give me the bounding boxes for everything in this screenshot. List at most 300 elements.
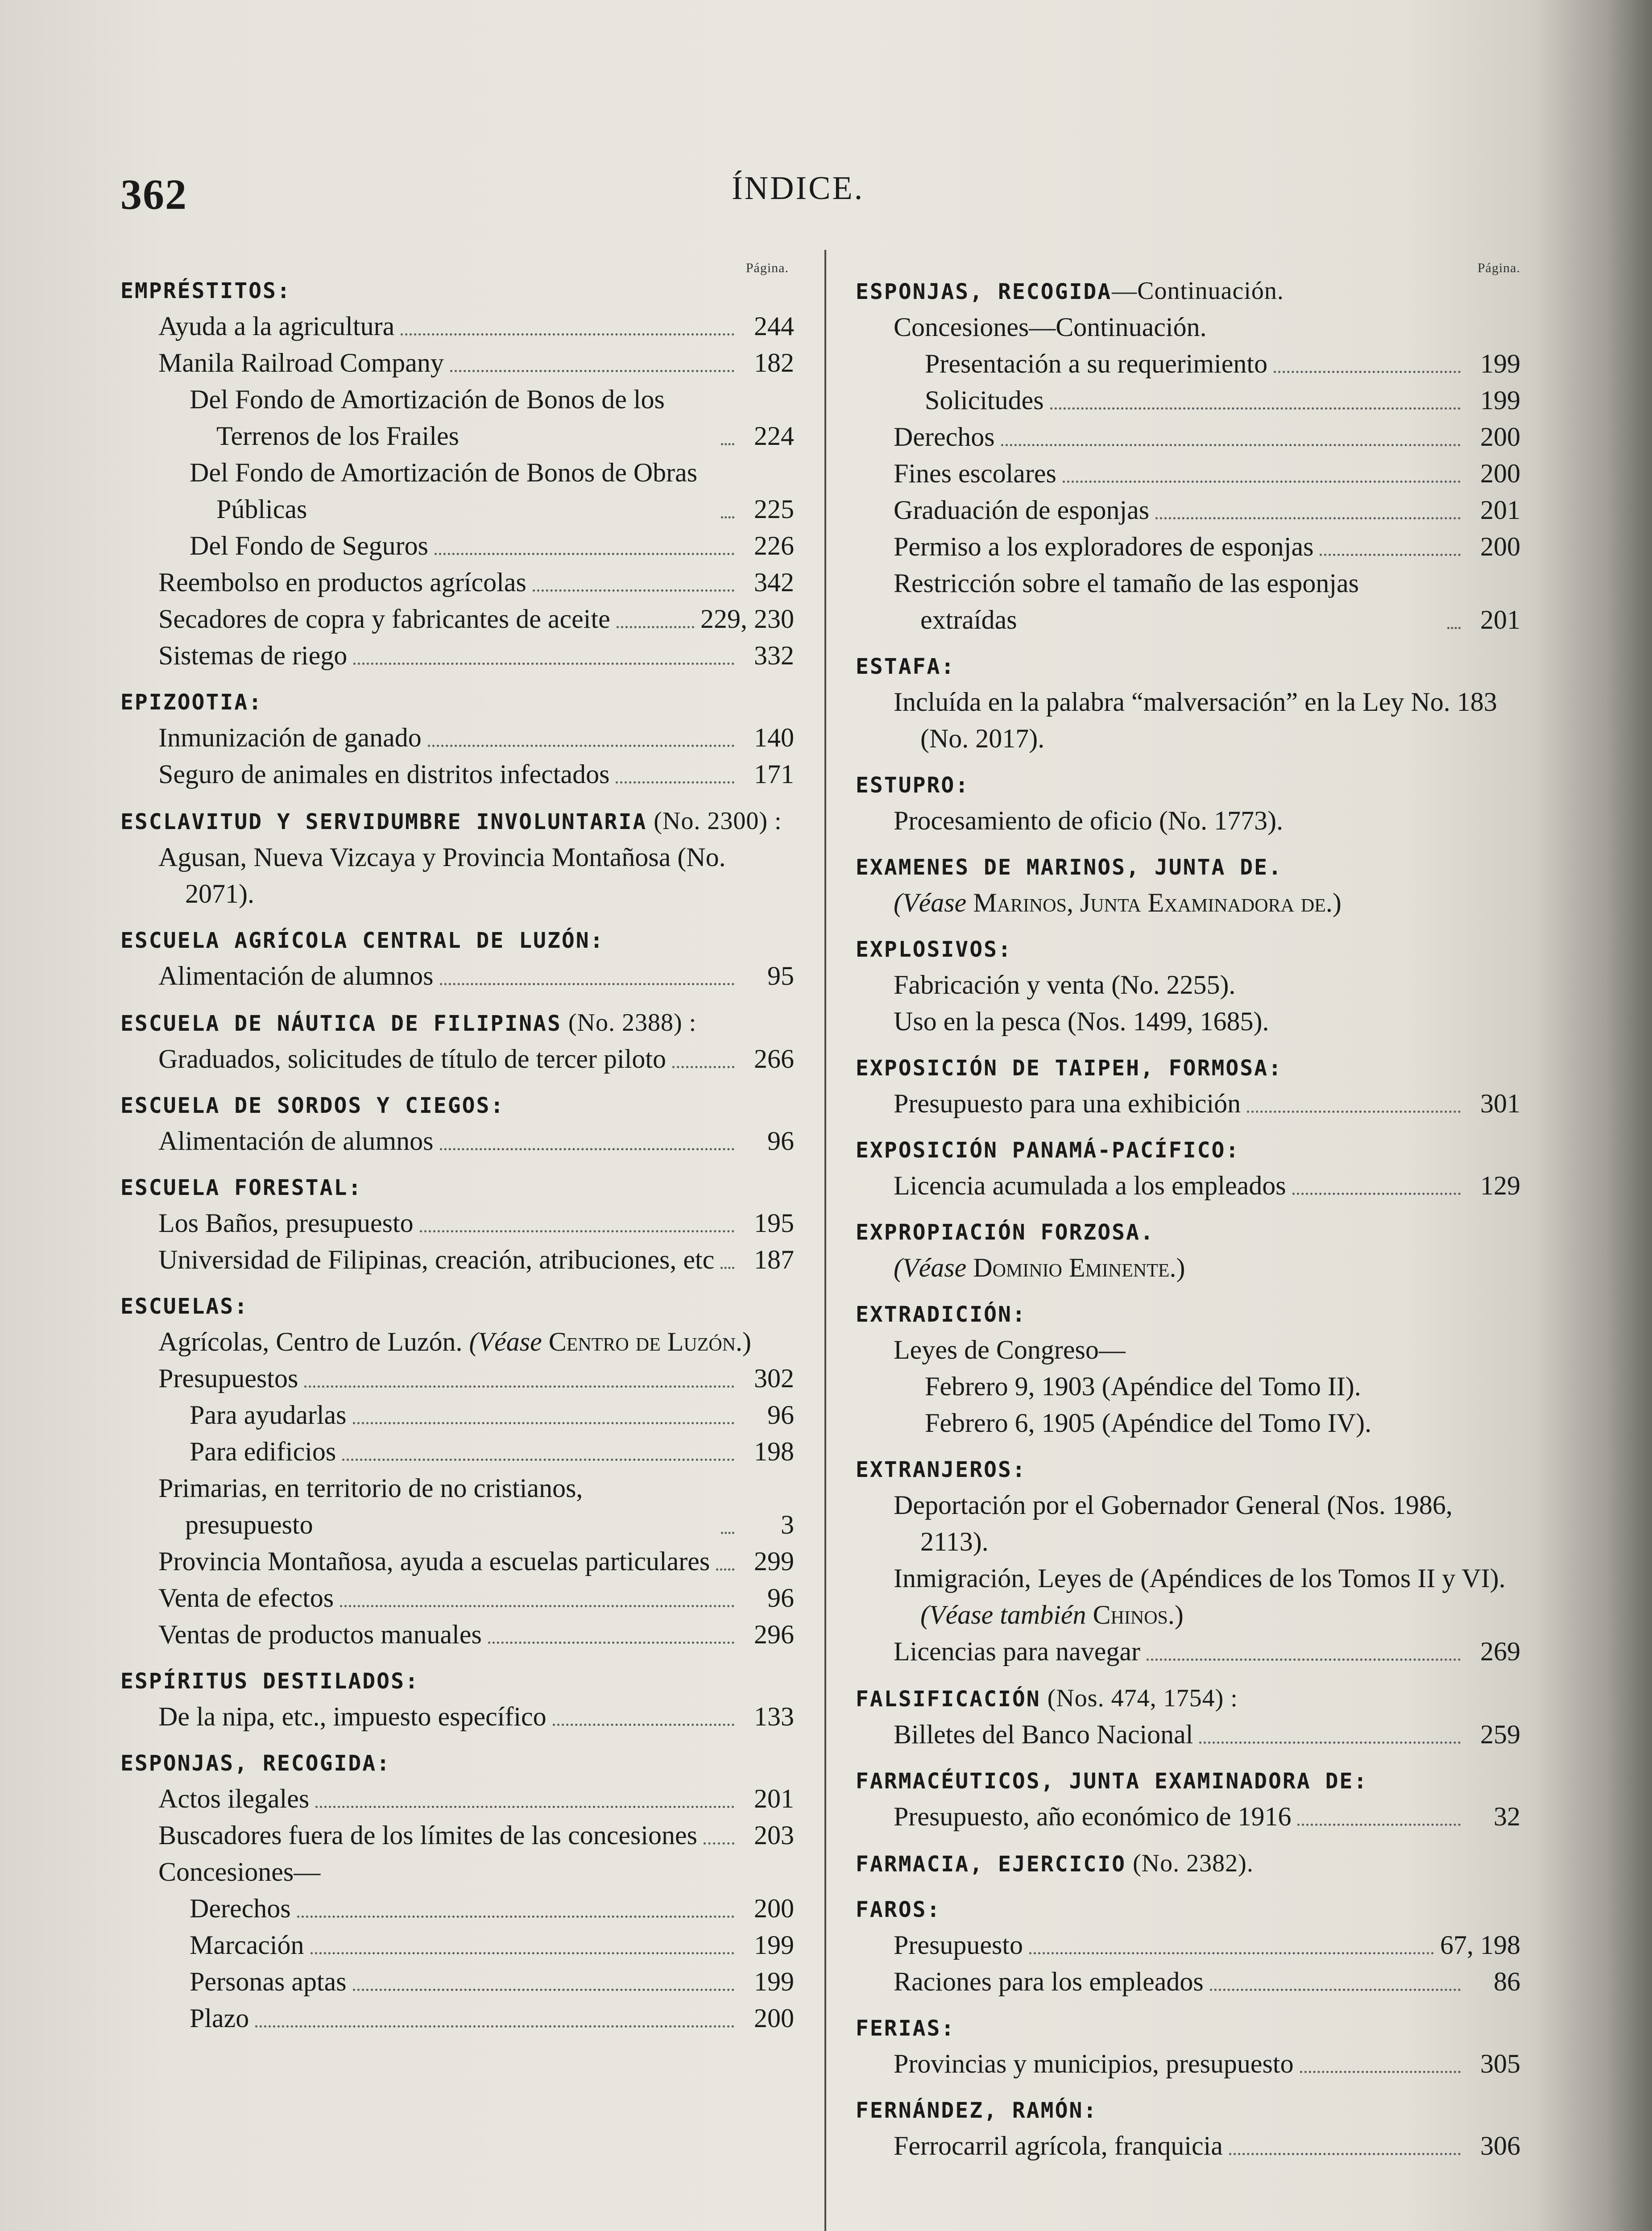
index-heading (856, 1681, 1520, 1716)
page-reference: 3 (781, 1510, 794, 1539)
index-entry (120, 308, 794, 344)
index-entry (856, 684, 1520, 757)
page-reference: 199 (754, 1967, 794, 1996)
entry-label: Para ayudarlas (190, 1400, 347, 1430)
index-entry (856, 1927, 1520, 1963)
entry-text (894, 1167, 1286, 1204)
page-reference: 129 (1480, 1171, 1520, 1200)
see-also-label: (Véase también (920, 1600, 1086, 1630)
entry-text (158, 1360, 298, 1397)
entry-label: Derechos (894, 422, 995, 452)
entry-text (190, 1890, 291, 1927)
heading-text: ESPONJAS, RECOGIDA (856, 279, 1112, 304)
entry-label: Febrero 6, 1905 (Apéndice del Tomo IV). (925, 1408, 1372, 1438)
entry-text (190, 381, 715, 454)
index-column-left (120, 250, 794, 2036)
see-also-reference: Marinos, Junta Examinadora de.) (973, 888, 1341, 917)
index-entry (120, 1470, 794, 1543)
index-heading (856, 1453, 1520, 1487)
index-entry (120, 1205, 794, 1241)
entry-text (158, 1470, 715, 1543)
dot-leader (721, 443, 734, 445)
index-entry (856, 1249, 1520, 1286)
index-entry (120, 1854, 794, 1890)
page-reference: 203 (754, 1820, 794, 1850)
entry-label: Fines escolares (894, 459, 1056, 488)
pagina-label: Página. (1477, 261, 1520, 275)
index-entries-left (120, 250, 794, 2036)
dot-leader (720, 1266, 734, 1269)
page-reference: 224 (754, 421, 794, 451)
page-reference: 201 (1480, 495, 1520, 525)
page-reference: 225 (754, 494, 794, 524)
dot-leader (440, 983, 734, 985)
heading-text: FERIAS: (856, 2016, 956, 2041)
entry-label: Personas aptas (190, 1967, 347, 1996)
dot-leader (1447, 626, 1461, 629)
heading-text: ESCLAVITUD Y SERVIDUMBRE INVOLUNTARIA (120, 809, 647, 834)
dot-leader (1292, 1192, 1461, 1195)
page-reference: 269 (1480, 1637, 1520, 1666)
entry-label: Febrero 9, 1903 (Apéndice del Tomo II). (925, 1372, 1361, 1401)
heading-text: FARMACIA, EJERCICIO (856, 1852, 1126, 1877)
dot-leader (353, 662, 734, 665)
index-heading (120, 1089, 794, 1123)
page-reference: 296 (754, 1620, 794, 1649)
heading-text: EXTRANJEROS: (856, 1457, 1027, 1482)
index-entry (120, 1698, 794, 1735)
page-reference: 86 (1494, 1967, 1520, 1996)
entry-label: Agrícolas, Centro de Luzón. (158, 1327, 463, 1356)
entry-label: De la nipa, etc., impuesto específico (158, 1702, 547, 1731)
dot-leader (553, 1723, 734, 1726)
heading-text: FAROS: (856, 1897, 941, 1922)
page-reference: 200 (1480, 422, 1520, 452)
heading-suffix: (No. 2388) : (561, 1009, 697, 1037)
entry-text (894, 687, 1497, 753)
entry-text (158, 842, 726, 908)
dot-leader (342, 1458, 734, 1461)
see-also-label: (Véase (469, 1327, 542, 1356)
index-entry (856, 455, 1520, 492)
page-reference: 199 (1480, 349, 1520, 378)
entry-label: Derechos (190, 1894, 291, 1923)
dot-leader (533, 589, 734, 592)
page-reference: 201 (754, 1784, 794, 1813)
dot-leader (297, 1915, 734, 1918)
entry-text (925, 1408, 1371, 1438)
index-entry (856, 1560, 1520, 1633)
entry-label: Graduación de esponjas (894, 495, 1150, 525)
index-entry (856, 2045, 1520, 2082)
dot-leader (435, 552, 734, 555)
entry-text (894, 1253, 1185, 1282)
entry-label: Presupuesto (894, 1930, 1023, 1960)
entry-text (894, 1085, 1241, 1122)
index-entry (856, 884, 1520, 921)
index-entry (120, 601, 794, 637)
entry-label: Sistemas de riego (158, 641, 348, 670)
index-heading (856, 1051, 1520, 1085)
entry-label: Billetes del Banco Nacional (894, 1720, 1193, 1749)
entry-text (894, 2045, 1294, 2082)
index-entry (856, 1085, 1520, 1122)
entry-text (158, 1698, 547, 1735)
index-heading (856, 1846, 1520, 1881)
index-entry (120, 1963, 794, 2000)
entry-text (894, 312, 1207, 342)
heading-text: ESCUELA FORESTAL: (120, 1175, 363, 1200)
entry-text (158, 601, 610, 637)
entry-label: Reembolso en productos agrícolas (158, 568, 526, 597)
index-entry (120, 958, 794, 994)
entry-text (894, 806, 1283, 835)
entry-label: Presupuesto, año económico de 1916 (894, 1802, 1292, 1831)
entry-text (925, 345, 1268, 382)
dot-leader (311, 1952, 734, 1954)
entry-label: Presupuesto para una exhibición (894, 1089, 1241, 1118)
see-also-label: (Véase (894, 1253, 967, 1282)
entry-text (158, 1543, 710, 1580)
page-reference: 96 (767, 1126, 794, 1156)
entry-label: Venta de efectos (158, 1583, 334, 1613)
index-entry (120, 719, 794, 756)
heading-text: ESCUELA DE SORDOS Y CIEGOS: (120, 1093, 505, 1118)
page-reference: 342 (754, 568, 794, 597)
index-entry (120, 1780, 794, 1817)
entry-label: Secadores de copra y fabricantes de aceite (158, 604, 610, 634)
index-entry (120, 1817, 794, 1854)
index-entry (856, 1798, 1520, 1835)
entry-text (894, 565, 1441, 638)
see-also-reference: Dominio Eminente.) (973, 1253, 1185, 1282)
entry-label: Agusan, Nueva Vizcaya y Provincia Montañosa (No. 2071). (158, 842, 726, 908)
index-heading (856, 2011, 1520, 2045)
entry-label: Ventas de productos manuales (158, 1620, 482, 1649)
entry-label: Del Fondo de Amortización de Bonos de los Terrenos de los Frailes (190, 385, 665, 451)
dot-leader (1300, 2070, 1461, 2073)
index-entry (120, 1041, 794, 1077)
entry-text (158, 564, 526, 601)
index-entry (120, 1616, 794, 1653)
dot-leader (315, 1805, 734, 1808)
dot-leader (304, 1385, 734, 1388)
entry-text (158, 1857, 320, 1887)
entry-text (894, 888, 1341, 917)
index-heading (856, 1133, 1520, 1167)
index-heading (856, 933, 1520, 966)
entry-text (894, 1335, 1126, 1364)
entry-text (894, 1007, 1269, 1036)
index-heading (856, 1893, 1520, 1927)
dot-leader (716, 1568, 734, 1571)
dot-leader (401, 333, 734, 336)
index-column-right (856, 250, 1520, 2164)
heading-text: EPIZOOTIA: (120, 690, 263, 715)
index-entry (856, 419, 1520, 455)
page-reference: 302 (754, 1364, 794, 1393)
entry-label: Ayuda a la agricultura (158, 311, 395, 341)
index-entries-right (856, 250, 1520, 2164)
index-entry (120, 564, 794, 601)
heading-text: FALSIFICACIÓN (856, 1687, 1041, 1712)
dot-leader (1155, 517, 1461, 519)
index-entry (120, 1397, 794, 1433)
index-heading (856, 274, 1520, 309)
entry-text (158, 719, 422, 756)
see-also-reference: Centro de Luzón.) (548, 1327, 752, 1356)
column-divider (824, 250, 826, 2231)
dot-leader (1247, 1110, 1461, 1113)
index-heading (120, 1006, 794, 1041)
dot-leader (1210, 1988, 1461, 1991)
page-reference: 32 (1494, 1802, 1520, 1831)
entry-label: Deportación por el Gobernador General (Nos. 1986, 2113). (894, 1490, 1453, 1556)
heading-text: EXTRADICIÓN: (856, 1302, 1027, 1327)
entry-label: Para edificios (190, 1437, 336, 1466)
dot-leader (340, 1605, 734, 1607)
index-entry (120, 1433, 794, 1470)
dot-leader (255, 2025, 734, 2028)
heading-suffix: (No. 2300) : (647, 807, 782, 835)
page-reference: 198 (754, 1437, 794, 1466)
entry-text (894, 1716, 1193, 1753)
entry-text (894, 1963, 1204, 2000)
heading-text: ESPÍRITUS DESTILADOS: (120, 1669, 419, 1694)
index-entry (856, 528, 1520, 565)
page-reference: 200 (1480, 532, 1520, 561)
entry-label: Manila Railroad Company (158, 348, 444, 377)
index-entry (120, 1241, 794, 1278)
page-reference: 140 (754, 723, 794, 752)
entry-label: Marcación (190, 1930, 304, 1960)
page-reference: 266 (754, 1044, 794, 1074)
page-reference: 187 (754, 1245, 794, 1274)
entry-text (158, 1580, 334, 1616)
dot-leader (704, 1842, 734, 1845)
page-reference: 299 (754, 1547, 794, 1576)
entry-text (894, 528, 1314, 565)
index-entry (120, 839, 794, 912)
index-heading (856, 1298, 1520, 1331)
page-reference: 95 (767, 961, 794, 991)
page-reference: 200 (1480, 459, 1520, 488)
index-entry (856, 1405, 1520, 1441)
heading-text: FERNÁNDEZ, RAMÓN: (856, 2098, 1098, 2123)
entry-text (894, 492, 1150, 528)
index-entry (856, 492, 1520, 528)
entry-text (158, 1817, 697, 1854)
heading-text: EXAMENES DE MARINOS, JUNTA DE. (856, 855, 1283, 880)
index-entry (120, 1360, 794, 1397)
entry-text (894, 419, 995, 455)
index-entry (120, 1543, 794, 1580)
entry-text (894, 1633, 1140, 1670)
dot-leader (1001, 444, 1461, 446)
entry-label: Leyes de Congreso— (894, 1335, 1126, 1364)
pagina-label: Página. (745, 261, 789, 275)
entry-label: Seguro de animales en distritos infectados (158, 759, 610, 789)
page-reference: 200 (754, 2003, 794, 2033)
dot-leader (488, 1641, 734, 1644)
dot-leader (1297, 1823, 1461, 1826)
heading-text: ESCUELAS: (120, 1294, 249, 1319)
index-entry (120, 1927, 794, 1963)
index-entry (856, 1167, 1520, 1204)
index-entry (856, 345, 1520, 382)
heading-suffix: (No. 2382). (1126, 1849, 1254, 1877)
entry-label: Restricción sobre el tamaño de las esponjas extraídas (894, 568, 1359, 634)
entry-text (190, 454, 715, 527)
index-entry (856, 802, 1520, 839)
entry-label: Permiso a los exploradores de esponjas (894, 532, 1314, 561)
entry-label: Fabricación y venta (No. 2255). (894, 970, 1236, 999)
page-reference: 259 (1480, 1720, 1520, 1749)
entry-text (894, 2127, 1223, 2164)
dot-leader (1063, 480, 1461, 483)
entry-label: Concesiones— (158, 1857, 321, 1887)
heading-text: ESCUELA DE NÁUTICA DE FILIPINAS (120, 1011, 562, 1036)
entry-text (158, 1327, 751, 1356)
heading-text: ESCUELA AGRÍCOLA CENTRAL DE LUZÓN: (120, 928, 604, 953)
entry-label: Licencias para navegar (894, 1637, 1140, 1666)
heading-text: ESPONJAS, RECOGIDA: (120, 1751, 391, 1776)
page-title: ÍNDICE. (732, 170, 865, 207)
index-heading (120, 1290, 794, 1323)
entry-label: Presupuestos (158, 1364, 298, 1393)
dot-leader (617, 626, 694, 628)
entry-label: Primarias, en territorio de no cristianos, presupuesto (158, 1473, 583, 1539)
entry-label: Alimentación de alumnos (158, 961, 434, 991)
index-entry (120, 381, 794, 454)
index-heading (856, 1764, 1520, 1798)
index-heading (120, 274, 794, 308)
index-entry (120, 1890, 794, 1927)
entry-label: Incluída en la palabra “malversación” en la Ley No. 183 (No. 2017). (894, 687, 1497, 753)
index-entry (120, 637, 794, 674)
heading-text: EXPOSICIÓN PANAMÁ-PACÍFICO: (856, 1138, 1240, 1163)
entry-text (925, 382, 1044, 419)
entry-label: Concesiones—Continuación. (894, 312, 1207, 342)
entry-text (158, 1780, 310, 1817)
index-entry (856, 1963, 1520, 2000)
index-entry (856, 1716, 1520, 1753)
entry-text (894, 1798, 1292, 1835)
dot-leader (672, 1066, 734, 1068)
running-head (120, 161, 1517, 223)
entry-text (190, 1433, 336, 1470)
page-reference: 199 (1480, 386, 1520, 415)
entry-label: Buscadores fuera de los límites de las concesiones (158, 1820, 697, 1850)
entry-label: Uso en la pesca (Nos. 1499, 1685). (894, 1007, 1269, 1036)
index-heading (856, 850, 1520, 884)
index-heading (856, 1215, 1520, 1249)
entry-text (158, 637, 348, 674)
page-reference: 182 (754, 348, 794, 377)
heading-text: ESTUPRO: (856, 773, 970, 798)
entry-label: Provincia Montañosa, ayuda a escuelas particulares (158, 1547, 710, 1576)
index-heading (120, 804, 794, 839)
dot-leader (450, 369, 734, 372)
index-entry (120, 527, 794, 564)
entry-label: Los Baños, presupuesto (158, 1208, 414, 1238)
index-entry (856, 1368, 1520, 1405)
index-entry (120, 2000, 794, 2036)
entry-text (158, 1241, 715, 1278)
page-reference: 171 (754, 759, 794, 789)
dot-leader (1274, 370, 1461, 373)
entry-text (158, 1616, 482, 1653)
dot-leader (1147, 1658, 1461, 1661)
index-entry (856, 1331, 1520, 1368)
index-entry (120, 344, 794, 381)
page-reference: 226 (754, 531, 794, 560)
heading-text: EXPLOSIVOS: (856, 937, 1012, 962)
entry-label: Graduados, solicitudes de título de tercer piloto (158, 1044, 667, 1074)
entry-text (894, 1563, 1506, 1630)
page-reference: 133 (754, 1702, 794, 1731)
index-entry (856, 1633, 1520, 1670)
index-entry (856, 382, 1520, 419)
entry-text (925, 1372, 1361, 1401)
page-reference: 301 (1480, 1089, 1520, 1118)
entry-label: Ferrocarril agrícola, franquicia (894, 2131, 1223, 2161)
dot-leader (1229, 2152, 1461, 2155)
index-entry (856, 2127, 1520, 2164)
entry-text (158, 1123, 434, 1159)
page-reference: 96 (767, 1583, 794, 1613)
entry-text (158, 958, 434, 994)
dot-leader (420, 1230, 734, 1232)
index-heading (120, 1171, 794, 1205)
index-heading (120, 1746, 794, 1780)
entry-text (894, 970, 1235, 999)
page-reference: 200 (754, 1894, 794, 1923)
entry-label: Raciones para los empleados (894, 1967, 1204, 1996)
page-reference: 244 (754, 311, 794, 341)
page-reference: 306 (1480, 2131, 1520, 2161)
index-entry (120, 1323, 794, 1360)
index-heading (856, 650, 1520, 684)
page-reference: 201 (1480, 605, 1520, 634)
page-reference: 229, 230 (700, 604, 794, 634)
page-reference: 305 (1480, 2049, 1520, 2078)
entry-label: Licencia acumulada a los empleados (894, 1171, 1286, 1200)
heading-text: EMPRÉSTITOS: (120, 278, 291, 303)
entry-text (894, 455, 1056, 492)
index-entry (856, 966, 1520, 1003)
entry-text (158, 344, 444, 381)
heading-text: ESTAFA: (856, 654, 956, 679)
heading-suffix: —Continuación. (1112, 277, 1284, 305)
entry-label: Actos ilegales (158, 1784, 310, 1813)
entry-text (894, 1490, 1453, 1556)
index-heading (120, 924, 794, 958)
page-reference: 67, 198 (1440, 1930, 1520, 1960)
entry-label: Del Fondo de Amortización de Bonos de Obras Públicas (190, 458, 698, 524)
page-number: 362 (120, 170, 187, 218)
dot-leader (1320, 553, 1461, 556)
index-heading (120, 1664, 794, 1698)
entry-label: Inmigración, Leyes de (Apéndices de los Tomos II y VI). (894, 1563, 1506, 1593)
dot-leader (428, 744, 734, 747)
heading-suffix: (Nos. 474, 1754) : (1040, 1684, 1238, 1712)
entry-label: Alimentación de alumnos (158, 1126, 434, 1156)
dot-leader (721, 516, 734, 518)
entry-text (158, 1205, 414, 1241)
entry-text (190, 2000, 249, 2036)
entry-text (894, 1927, 1023, 1963)
